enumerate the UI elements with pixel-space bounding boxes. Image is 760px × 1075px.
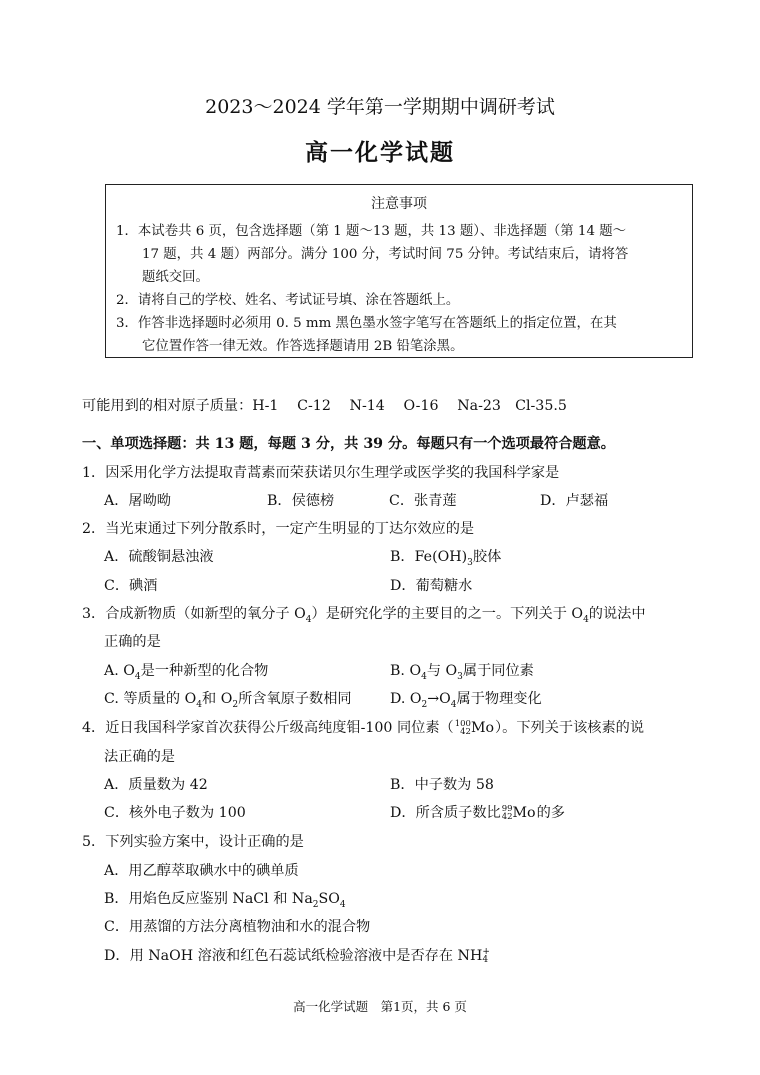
q3-option-b <box>390 660 534 682</box>
element-symbol: Mo <box>470 720 495 736</box>
mass-number: 100 <box>454 719 471 729</box>
notice-line: 1．本试卷共 6 页，包含选择题（第 1 题～13 题，共 13 题）、非选择题（第 14 题～ <box>116 224 627 239</box>
q3-b-sub1: 4 <box>421 671 427 682</box>
q4-option-c: C．核外电子数为 100 <box>104 805 246 821</box>
nuclide-mo100-numbers <box>455 720 471 736</box>
q3-d-sub1: 2 <box>421 699 428 710</box>
q1-option-d: D．卢瑟福 <box>540 493 609 509</box>
question-4-stem-line2: 法正确的是 <box>104 749 175 765</box>
nuclide-mo99-numbers <box>502 805 513 821</box>
q3-stem-sub: 4 <box>305 614 312 625</box>
q3-option-c <box>104 688 352 710</box>
q5-b-mid: SO <box>318 891 340 907</box>
q4-option-d <box>390 802 565 822</box>
q3-c-post: 所含氧原子数相同 <box>238 691 352 707</box>
q5-option-b <box>104 888 346 910</box>
q3-b-post: 属于同位素 <box>462 663 534 679</box>
q4-d-pre: D．所含质子数比 <box>390 805 501 821</box>
mass-number: 99 <box>501 804 513 814</box>
q3-stem-sub2: 4 <box>583 614 589 625</box>
q5-b-sub2: 4 <box>339 899 346 910</box>
notice-line: 17 题，共 4 题）两部分。满分 100 分，考试时间 75 分钟。考试结束后，请将答 <box>142 247 629 262</box>
q1-option-b: B．侯德榜 <box>267 493 335 509</box>
q3-c-sub1: 4 <box>196 699 202 710</box>
question-3-stem-line2: 正确的是 <box>104 634 161 650</box>
q3-b-pre: B. O <box>390 663 422 679</box>
q5-d-sub: 4 <box>482 955 489 965</box>
q1-option-c: C．张青莲 <box>389 493 457 509</box>
atomic-number: 42 <box>460 727 471 737</box>
notice-line: 题纸交回。 <box>142 270 209 285</box>
q5-option-c: C．用蒸馏的方法分离植物油和水的混合物 <box>104 919 371 935</box>
q3-a-sub: 4 <box>134 671 141 682</box>
question-5-stem: 5．下列实验方案中，设计正确的是 <box>82 834 304 850</box>
page-footer: 高一化学试题 第1页，共 6 页 <box>293 999 467 1014</box>
q2-b-sub: 3 <box>467 557 473 568</box>
q3-d-sub2: 4 <box>450 699 457 710</box>
q2-option-a: A．硫酸铜悬浊液 <box>104 549 214 565</box>
q5-d-ion-charge <box>482 948 490 964</box>
q3-stem-post: 的说法中 <box>588 606 646 622</box>
q3-b-mid: 与 O <box>426 663 458 679</box>
notice-line: 3．作答非选择题时必须用 0. 5 mm 黑色墨水签字笔写在答题纸上的指定位置，在其 <box>116 316 617 331</box>
q5-d-sup: + <box>482 947 490 957</box>
q3-d-post: 属于物理变化 <box>456 691 542 707</box>
section-heading: 一、单项选择题：共 13 题，每题 3 分，共 39 分。每题只有一个选项最符合题意。 <box>82 436 615 452</box>
q1-option-a: A．屠呦呦 <box>104 493 171 509</box>
q3-a-pre: A. O <box>104 663 135 679</box>
q5-d-pre: D．用 NaOH 溶液和红色石蕊试纸检验溶液中是否存在 NH <box>104 948 483 964</box>
q4-d-post: 的多 <box>536 805 565 821</box>
q3-a-post: 是一种新型的化合物 <box>140 663 269 679</box>
notice-line: 它位置作答一律无效。作答选择题请用 2B 铅笔涂黑。 <box>142 339 464 354</box>
q4-stem-pre: 4．近日我国科学家首次获得公斤级高纯度钼-100 同位素（ <box>82 720 454 736</box>
q5-b-sub1: 2 <box>312 899 319 910</box>
q5-b-pre: B．用焰色反应鉴别 NaCl 和 Na <box>104 891 313 907</box>
q3-d-pre: D. O <box>390 691 422 707</box>
notice-heading: 注意事项 <box>371 196 427 212</box>
q3-option-a <box>104 660 268 682</box>
nuclide-mo100 <box>455 720 494 736</box>
exam-title: 2023～2024 学年第一学期期中调研考试 <box>205 96 555 118</box>
q3-c-mid: 和 O <box>202 691 233 707</box>
question-1-stem: 1．因采用化学方法提取青蒿素而荣获诺贝尔生理学或医学奖的我国科学家是 <box>82 465 560 481</box>
q4-option-a: A．质量数为 42 <box>104 777 208 793</box>
q3-d-mid: →O <box>427 691 451 707</box>
question-4-stem <box>82 717 644 737</box>
q4-stem-post: ）。下列关于该核素的说 <box>495 720 645 736</box>
q3-c-pre: C. 等质量的 O <box>104 691 197 707</box>
q5-option-d <box>104 945 490 965</box>
atomic-number: 42 <box>501 812 513 822</box>
q2-b-post: 胶体 <box>472 549 502 565</box>
q3-stem-pre: 3．合成新物质（如新型的氧分子 O <box>82 606 306 622</box>
q2-option-b <box>390 546 501 568</box>
element-symbol: Mo <box>512 805 536 821</box>
q4-option-b: B．中子数为 58 <box>390 777 494 793</box>
question-2-stem: 2．当光束通过下列分散系时，一定产生明显的丁达尔效应的是 <box>82 521 475 537</box>
q2-option-c: C．碘酒 <box>104 578 158 594</box>
q3-b-sub2: 3 <box>457 671 463 682</box>
q3-c-sub2: 2 <box>232 699 239 710</box>
q3-option-d <box>390 688 542 710</box>
question-3-stem <box>82 603 646 625</box>
subject-title: 高一化学试题 <box>305 139 455 166</box>
q2-option-d: D．葡萄糖水 <box>390 578 473 594</box>
q5-option-a: A．用乙醇萃取碘水中的碘单质 <box>104 863 299 879</box>
q3-stem-mid: ）是研究化学的主要目的之一。下列关于 O <box>311 606 584 622</box>
notice-line: 2．请将自己的学校、姓名、考试证号填、涂在答题纸上。 <box>116 293 460 308</box>
atomic-masses: 可能用到的相对原子质量：H-1 C-12 N-14 O-16 Na-23 Cl-35.5 <box>82 398 567 414</box>
notice-box <box>105 184 693 358</box>
q2-b-pre: B．Fe(OH) <box>390 549 468 565</box>
nuclide-mo99 <box>502 805 536 821</box>
